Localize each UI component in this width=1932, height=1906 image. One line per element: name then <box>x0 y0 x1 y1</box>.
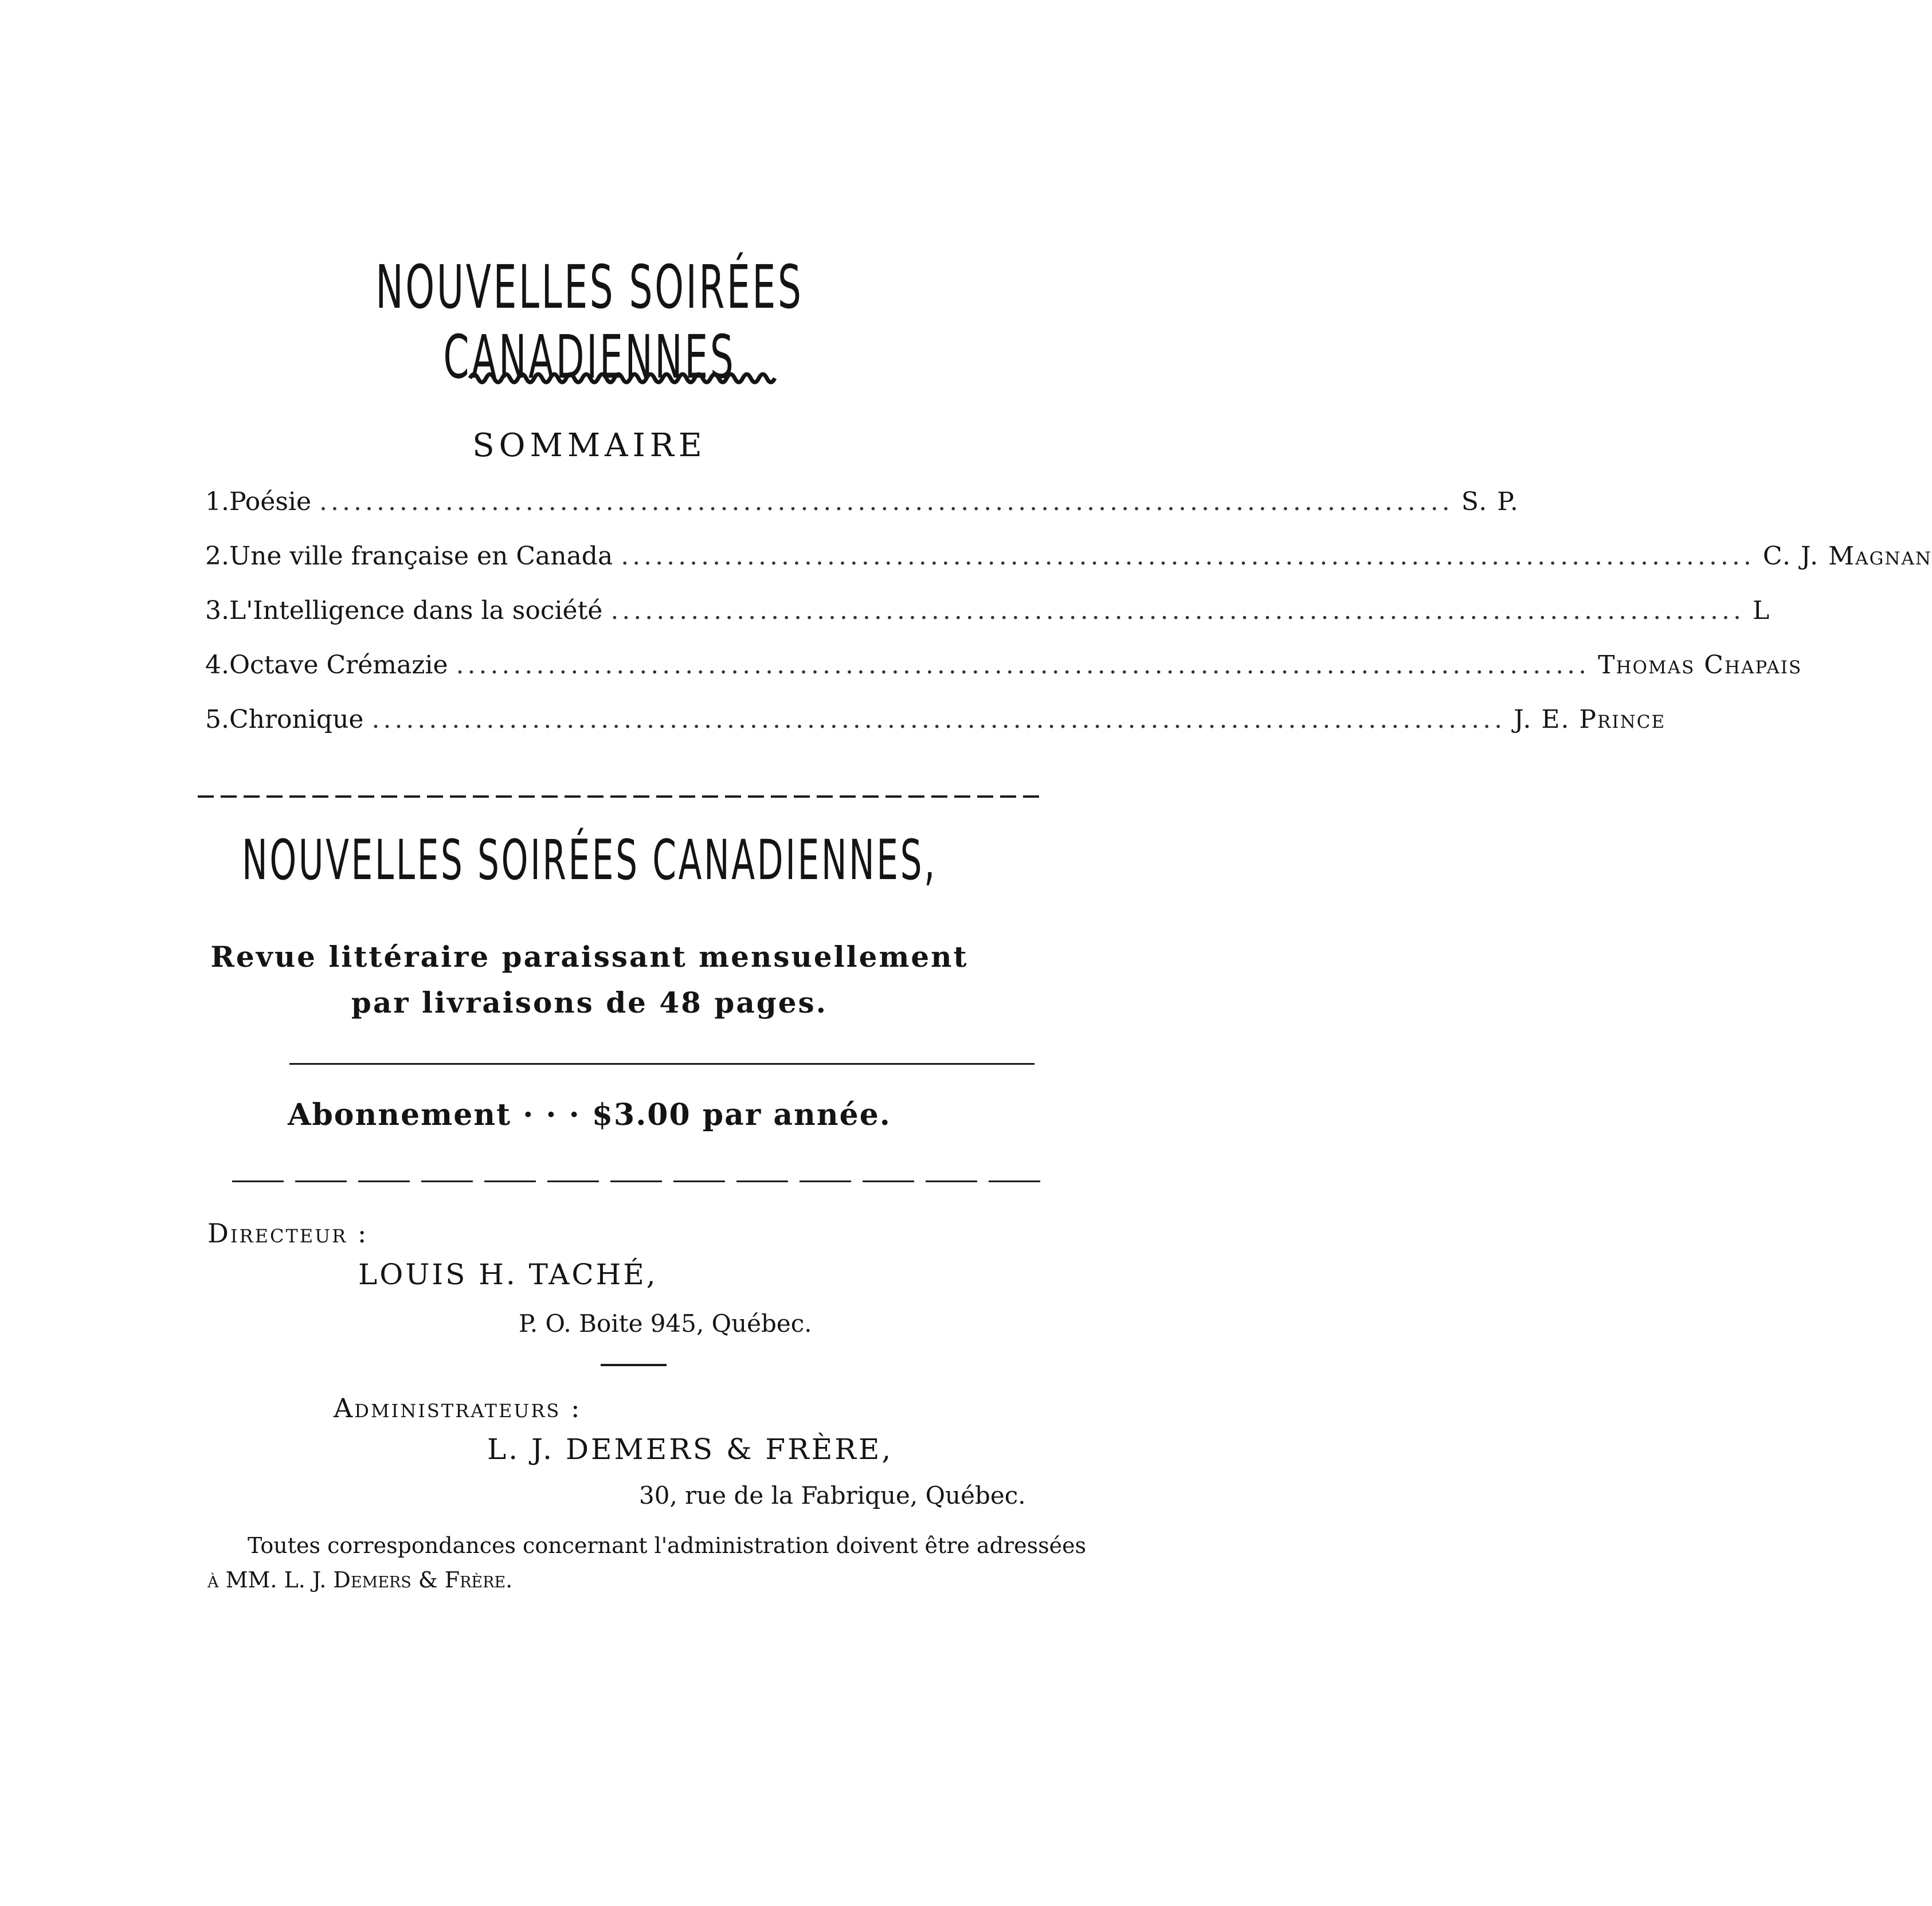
toc-item-author: J. E. Prince <box>1514 705 1666 734</box>
divider-rule <box>289 1063 1034 1065</box>
toc-item <box>205 596 1771 636</box>
review-title: NOUVELLES SOIRÉES CANADIENNES, <box>242 828 937 892</box>
footer-note-line2: à MM. L. J. Demers & Frère. <box>207 1567 513 1593</box>
director-name: LOUIS H. TACHÉ, <box>358 1258 658 1291</box>
toc-item <box>205 487 1519 527</box>
leader-dots: ................................................................................................... <box>319 487 1453 516</box>
toc-item-author: S. P. <box>1461 487 1519 516</box>
director-address: P. O. Boite 945, Québec. <box>519 1309 812 1338</box>
leader-dots: ................................................................................................... <box>456 650 1590 680</box>
toc-item-title: Une ville française en Canada <box>229 542 613 571</box>
toc-item <box>205 705 1666 745</box>
toc-item-number: 1. <box>205 487 229 516</box>
review-subtitle-line2: par livraisons de 48 pages. <box>351 986 828 1019</box>
toc-item-title: Chronique <box>229 705 364 734</box>
sommaire-heading: SOMMAIRE <box>472 427 707 464</box>
toc-item-author: L <box>1752 596 1771 625</box>
toc-item-author: Thomas Chapais <box>1598 650 1802 680</box>
toc-item <box>205 650 1802 691</box>
divider-rule <box>232 1181 1052 1182</box>
toc-item-title: Poésie <box>229 487 312 516</box>
toc-item-title: L'Intelligence dans la société <box>229 596 603 625</box>
leader-dots: ................................................................................................... <box>621 542 1755 571</box>
toc-item-number: 3. <box>205 596 229 625</box>
administrators-address: 30, rue de la Fabrique, Québec. <box>639 1481 1026 1509</box>
toc-item-number: 4. <box>205 650 229 680</box>
toc-item-title: Octave Crémazie <box>229 650 448 680</box>
subscription-price: Abonnement · · · $3.00 par année. <box>288 1097 891 1132</box>
short-divider-rule <box>601 1364 667 1366</box>
toc-item <box>205 542 1932 582</box>
administrators-name: L. J. DEMERS & FRÈRE, <box>487 1433 893 1466</box>
director-label: Directeur : <box>207 1218 369 1249</box>
toc-item-number: 2. <box>205 542 229 571</box>
administrators-label: Administrateurs : <box>334 1393 582 1423</box>
review-subtitle-line1: Revue littéraire paraissant mensuellement <box>210 940 969 974</box>
wavy-ornament <box>470 367 779 390</box>
toc-item-number: 5. <box>205 705 229 734</box>
divider-rule <box>198 795 1046 798</box>
leader-dots: ................................................................................................... <box>371 705 1506 734</box>
footer-note-line1: Toutes correspondances concernant l'administration doivent être adressées <box>248 1533 1087 1558</box>
journal-title: NOUVELLES SOIRÉES CANADIENNES <box>375 252 804 392</box>
leader-dots: ................................................................................................... <box>610 596 1745 625</box>
toc-item-author: C. J. Magnan <box>1762 542 1932 571</box>
